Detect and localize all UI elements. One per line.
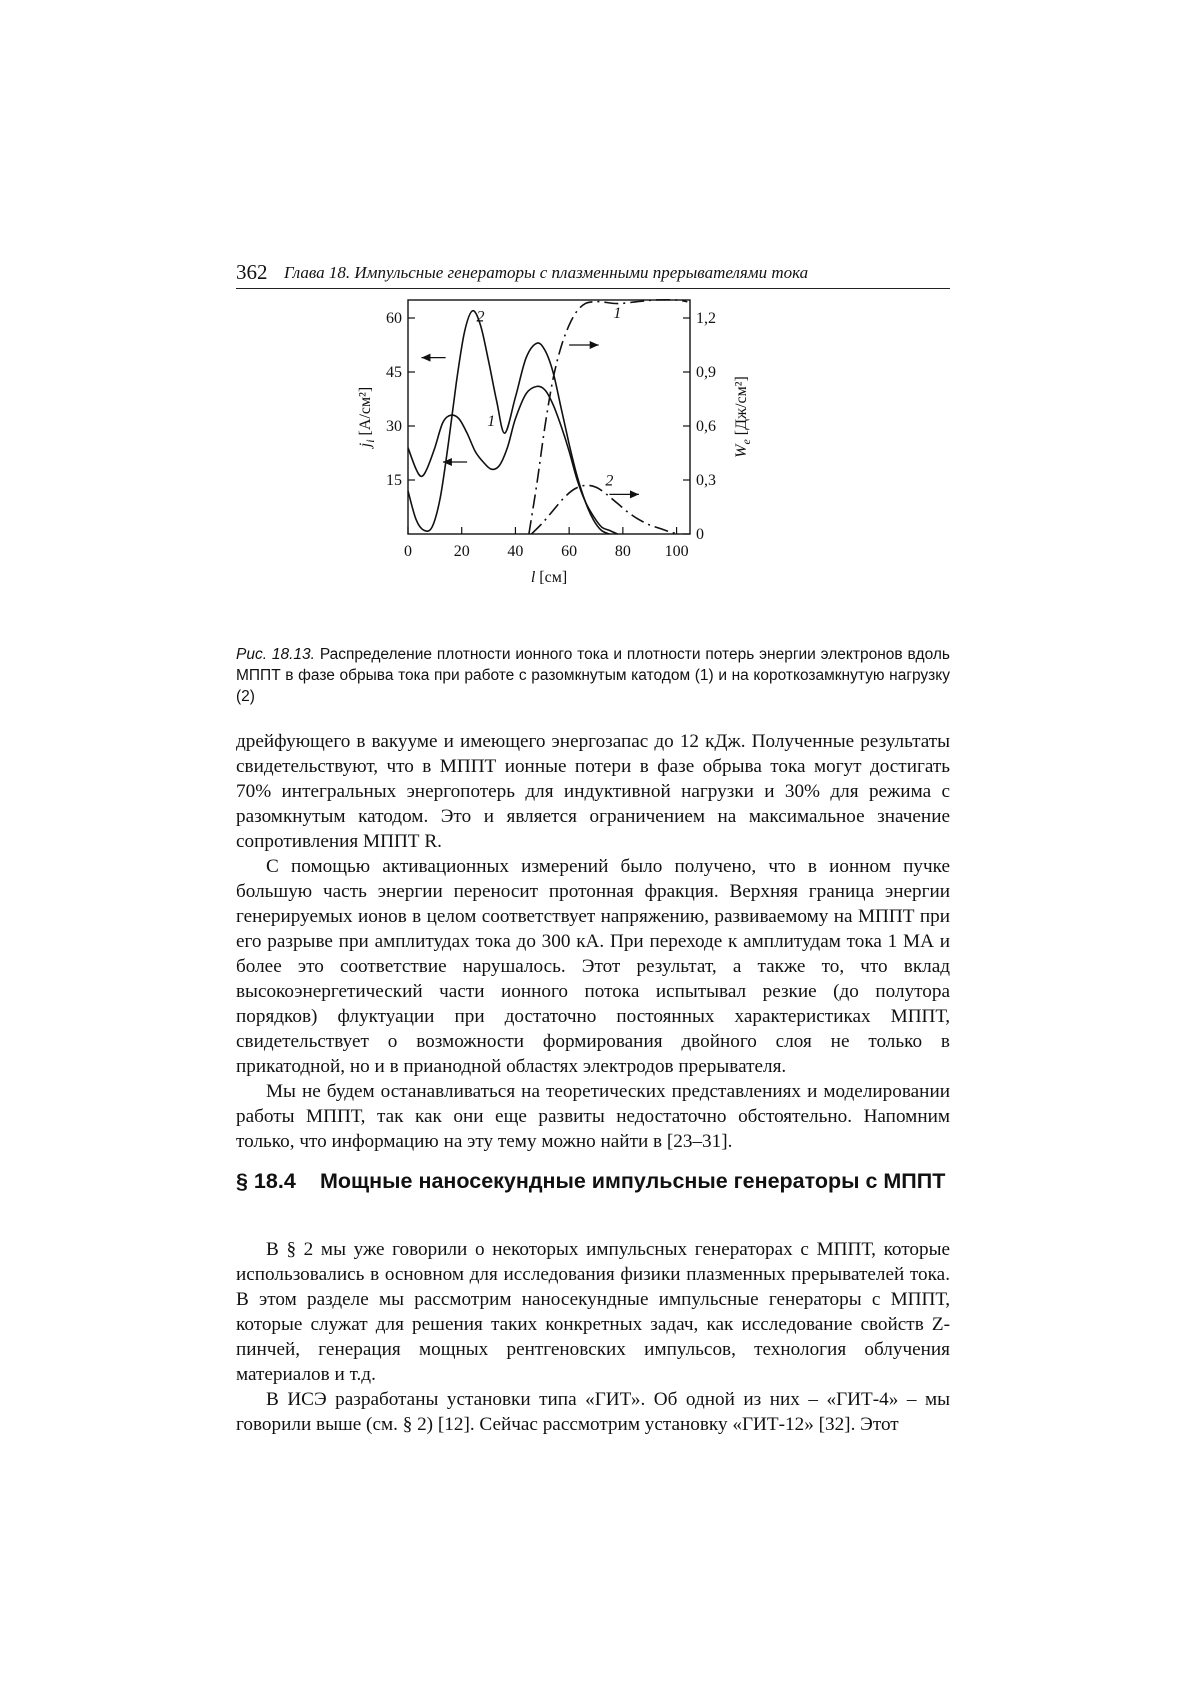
running-title: Глава 18. Импульсные генераторы с плазменными прерывателями тока: [284, 263, 809, 282]
x-tick-label: 40: [507, 543, 524, 560]
right-tick-label: 0: [696, 526, 704, 543]
left-axis-title: $j_i$ [А/см²]: [357, 386, 377, 448]
series-line-1: [408, 308, 609, 534]
series-line-3: [529, 300, 687, 534]
arrow-right-axis-2-head: [630, 490, 639, 498]
right-axis-title: $W_e$ [Дж/см²]: [733, 376, 753, 458]
arrow-left-axis-1-head: [421, 354, 430, 362]
right-tick-label: 0,6: [696, 418, 716, 435]
left-tick-label: 45: [386, 364, 402, 381]
left-tick-label: 60: [386, 310, 402, 327]
figure-caption: [236, 644, 950, 707]
section-number: § 18.4: [236, 1169, 296, 1193]
paragraph: С помощью активационных измерений было получено, что в ионном пучке большую часть энергии переносит протонная фракция. Верхняя граница энергии генерируемых ионов в целом соответствует напряжению, развиваемому на МППТ при его разрыве при амплитудах тока до 300 кА. При переходе к амплитудам тока 1 МА и более это соответствие нарушалось. Этот результат, а также то, что вклад высокоэнергетический части ионного потока испытывал резкие (до полутора порядков) флуктуации при достаточно постоянных характеристиках МППТ, свидетельствует о возможности формирования двойного слоя не только в прикатодной, но и в прианодной областях электродов прерывателя.: [236, 856, 950, 1077]
left-tick-label: 30: [386, 418, 402, 435]
curve-label-1: 2: [476, 308, 485, 326]
curve-label-2: 1: [487, 413, 496, 430]
body-text-1: [236, 729, 950, 1154]
paragraph: Мы не будем останавливаться на теоретических представлениях и моделировании работы МППТ, так как они еще развиты недостаточно обстоятельно. Напомним только, что информацию на эту тему можно найти в [23–31].: [236, 1081, 950, 1152]
plot-frame: [408, 300, 690, 534]
right-tick-label: 0,9: [696, 364, 716, 381]
caption-text: Распределение плотности ионного тока и плотности потерь энергии электронов вдоль МППТ в фазе обрыва тока при работе с разомкнутым катодом (1) и на короткозамкнутую нагрузку (2): [236, 646, 950, 705]
x-tick-label: 60: [561, 543, 578, 560]
caption-label: Рис. 18.13.: [236, 646, 315, 663]
paragraph: дрейфующего в вакууме и имеющего энергозапас до 12 кДж. Полученные результаты свидетельствуют, что в МППТ ионные потери в фазе обрыва тока могут достигать 70% интегральных энергопотерь для индуктивной нагрузки и 30% для режима с разомкнутым катодом. Это и является ограничением на максимальное значение сопротивления МППТ R.: [236, 731, 950, 852]
chart: [357, 300, 820, 630]
left-tick-label: 15: [386, 472, 402, 489]
right-tick-label: 1,2: [696, 310, 716, 327]
x-tick-label: 80: [614, 543, 631, 560]
paragraph: В ИСЭ разработаны установки типа «ГИТ». Об одной из них – «ГИТ-4» – мы говорили выше (см. § 2) [12]. Сейчас рассмотрим установку «ГИТ-12» [32]. Этот: [236, 1389, 950, 1435]
section-title: Мощные наносекундные импульсные генераторы с МППТ: [320, 1169, 946, 1193]
x-tick-label: 100: [664, 543, 689, 560]
page-number: 362: [236, 260, 268, 284]
arrow-left-axis-2-head: [443, 458, 452, 466]
x-axis-title: l [см]: [530, 569, 568, 586]
curve-label-3: 1: [613, 305, 622, 322]
x-tick-label: 20: [453, 543, 470, 560]
figure-18-13: [357, 300, 820, 630]
running-header: [236, 258, 950, 289]
x-tick-label: 0: [404, 543, 412, 560]
series-line-4: [532, 485, 680, 534]
curve-label-4: 2: [605, 472, 614, 490]
right-tick-label: 0,3: [696, 472, 716, 489]
arrow-right-axis-1-head: [590, 341, 599, 349]
paragraph: В § 2 мы уже говорили о некоторых импульсных генераторах с МППТ, которые использовались в основном для исследования физики плазменных прерывателей тока. В этом разделе мы рассмотрим наносекундные импульсные генераторы с МППТ, которые служат для решения таких конкретных задач, как исследование свойств Z-пинчей, генерация мощных рентгеновских импульсов, технология облучения материалов и т.д.: [236, 1239, 950, 1385]
section-heading: [236, 1168, 950, 1194]
body-text-2: [236, 1237, 950, 1437]
